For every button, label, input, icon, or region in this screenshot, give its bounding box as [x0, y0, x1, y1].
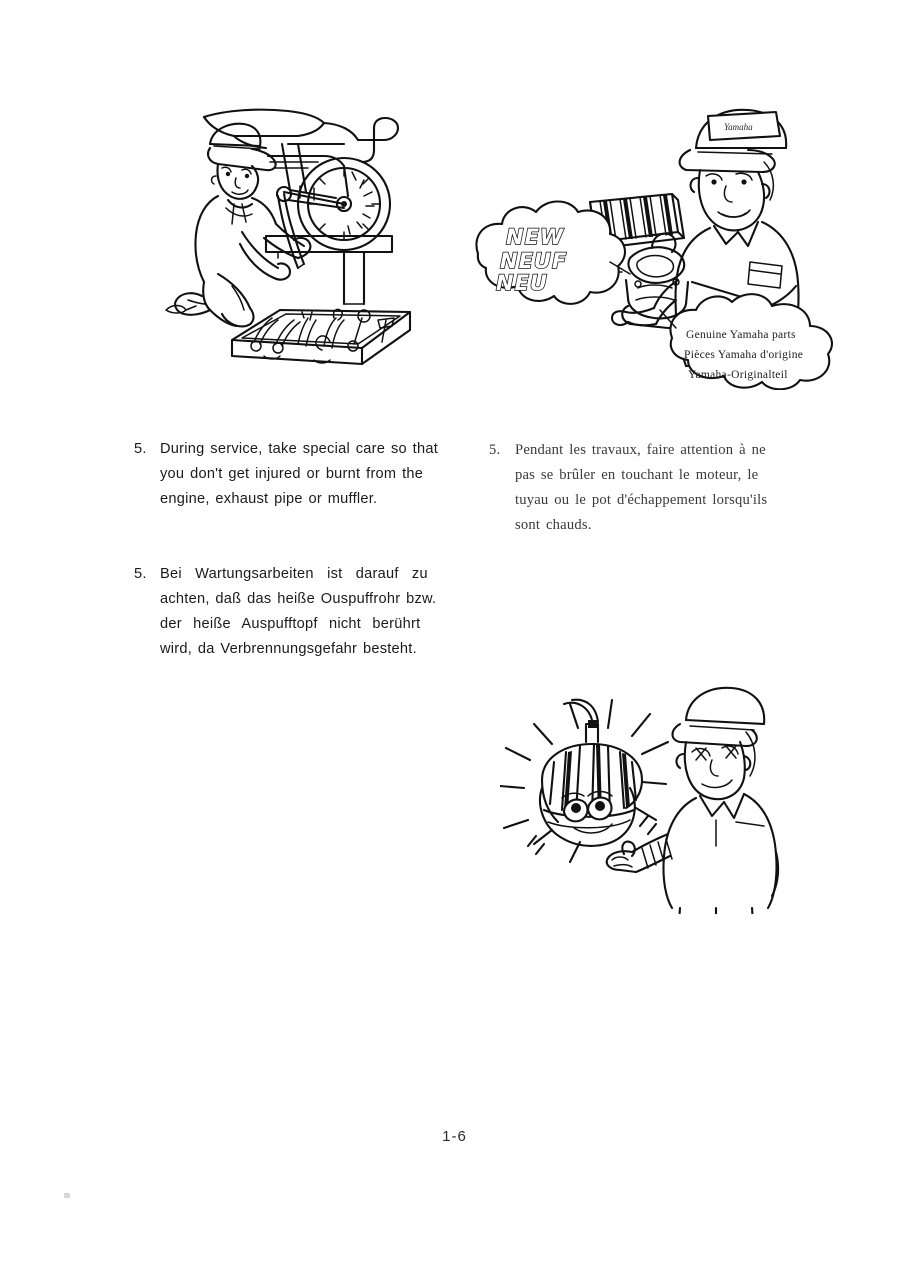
illustration-hot-engine	[500, 676, 844, 914]
note-german-number: 5.	[134, 566, 147, 582]
page-number: 1-6	[442, 1128, 467, 1145]
illustration-service-tools	[148, 104, 416, 390]
note-english-line-2: you don't get injured or burnt from the	[160, 466, 424, 482]
note-english-body	[160, 437, 456, 512]
note-english-number: 5.	[134, 441, 147, 457]
bubble-new-line-1: NEW	[506, 225, 565, 249]
bubble-parts-line-3: Yamaha-Originalteil	[688, 369, 788, 381]
note-german-line-2: achten, daß das heiße Ouspuffrohr bzw.	[160, 591, 437, 607]
bubble-parts-line-2: Pièces Yamaha d'origine	[684, 349, 804, 361]
note-french	[489, 438, 829, 538]
note-german-line-4: wird, da Verbrennungsgefahr besteht.	[160, 641, 417, 657]
note-german	[134, 562, 456, 662]
note-english-line-1: During service, take special care so that	[160, 441, 439, 457]
note-french-body	[515, 438, 829, 538]
note-german-line-1: Bei Wartungsarbeiten ist darauf zu	[160, 566, 428, 582]
note-english-line-3: engine, exhaust pipe or muffler.	[160, 491, 378, 507]
bubble-new-line-3: NEU	[496, 271, 548, 295]
note-french-line-2: pas se brûler en touchant le moteur, le	[515, 467, 759, 483]
cap-logo-text: Yamaha	[724, 122, 753, 132]
bubble-new-line-2: NEUF	[500, 249, 568, 273]
note-french-line-4: sont chauds.	[515, 517, 592, 533]
note-french-line-3: tuyau ou le pot d'échappement lorsqu'ils	[515, 492, 768, 508]
scan-artifact-speck	[64, 1193, 70, 1198]
note-german-line-3: der heiße Auspufftopf nicht berührt	[160, 616, 421, 632]
bubble-parts-line-1: Genuine Yamaha parts	[686, 329, 796, 341]
note-french-line-1: Pendant les travaux, faire attention à ne	[515, 442, 766, 458]
illustration-genuine-parts	[462, 102, 848, 390]
note-english	[134, 437, 456, 512]
note-french-number: 5.	[489, 442, 501, 458]
note-german-body	[160, 562, 456, 662]
